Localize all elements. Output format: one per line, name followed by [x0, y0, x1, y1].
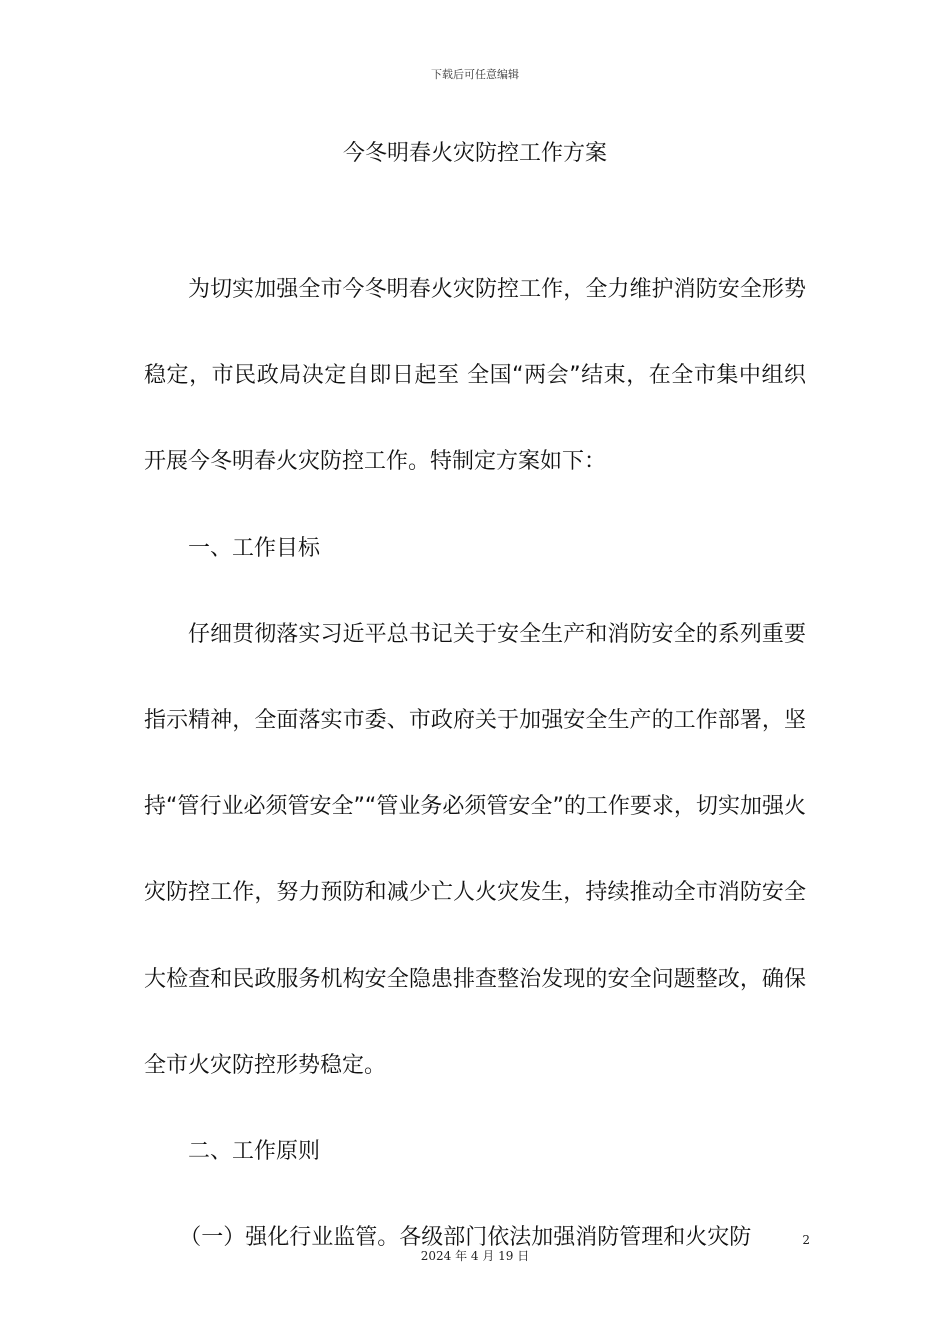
section-heading-principles: 二、工作原则 [188, 1139, 321, 1165]
paragraph-goals: 仔细贯彻落实习近平总书记关于安全生产和消防安全的系列重要指示精神，全面落实市委、市政府关于加强安全生产的工作部署，坚持“管行业必须管安全”“管业务必须管安全”的工作要求，切实加强火灾防控工作，努力预防和减少亡人火灾发生，持续推动全市消防安全大检查和民政服务机构安全隐患排查整治发现的安全问题整改，确保全市火灾防控形势稳定。 [144, 621, 806, 1078]
footer-date: 2024 年 4 月 19 日 [420, 1249, 530, 1263]
paragraph-intro: 为切实加强全市今冬明春火灾防控工作，全力维护消防安全形势稳定，市民政局决定自即日起至 全国“两会”结束，在全市集中组织开展今冬明春火灾防控工作。特制定方案如下： [144, 277, 806, 475]
document-body [144, 247, 806, 1281]
header-note: 下载后可任意编辑 [431, 68, 519, 81]
paragraph-principle-1: （一）强化行业监管。各级部门依法加强消防管理和火灾防 [179, 1225, 752, 1251]
page-number: 2 [802, 1233, 810, 1247]
section-heading-goals: 一、工作目标 [188, 535, 321, 561]
document-title: 今冬明春火灾防控工作方案 [342, 141, 607, 166]
